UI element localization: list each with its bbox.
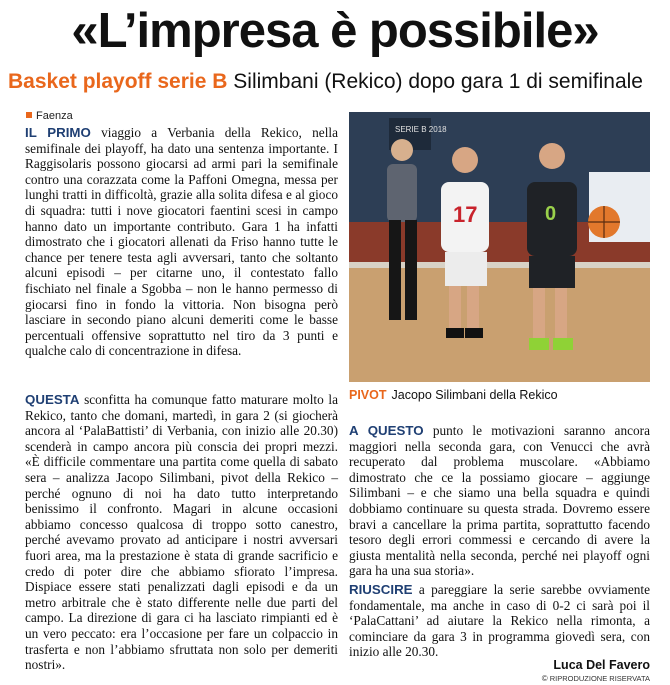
paragraph-2: [25, 392, 338, 673]
photo-caption: [349, 388, 650, 403]
caption-text: Jacopo Silimbani della Rekico: [391, 388, 558, 402]
byline: Luca Del Favero: [553, 658, 650, 672]
paragraph-lead: RIUSCIRE: [349, 582, 413, 597]
player-number-0: 0: [545, 203, 557, 225]
paragraph-text: sconfitta ha comunque fatto maturare molto la Rekico, tanto che domani, martedì, in gara 2 (si giocherà ancora al ‘PalaBattisti’ di Verbania, con inizio alle 20.30) scenderà in campo ancora più conscia dei propri mezzi. «È difficile commentare una partita come quella di sabato sera – analizza Jacopo Silimbani, pivot della Rekico – perché ognuno di noi ha dato tutto interpretando benissimo il confronto. Magari in alcune occasioni abbiamo concesso qualcosa di troppo sotto canestro, perché avevamo provato ad anticipare i nostri avversari fuori area, ma la prestazione è stata di grande sacrificio e credo di poter dire che abbiamo sfiorato l’impresa. Dispiace essere stati penalizzati dagli episodi e da un metro arbitrale che è stato differente nelle due parti del campo. La direzione di gara ci ha lasciato rimpianti ed è un vero peccato: era l’occasione per fare un colpaccio in trasferta e non l’abbiamo sfruttata non solo per demeriti nostri».: [25, 392, 338, 673]
photo-banner: SERIE B 2018: [395, 125, 447, 134]
dateline-square-icon: [26, 112, 32, 118]
article-column-1b: [25, 392, 338, 673]
paragraph-text: viaggio a Verbania della Rekico, nella semifinale dei playoff, ha dato una sentenza importante. I Raggisolaris possono giocarsi ad armi pari la semifinale contro una corazzata come la Paffoni Omegna, messa per lunghi tratti in difficoltà, grazie alla solita difesa e al gioco di squadra: tutti i nove giocatori faentini scesi in campo hanno dato un importante contributo. Gara 1 ha infatti dimostrato che i giocatori allenati da Friso hanno tutte le chance per tenere testa agli avversari, tanto che soltanto alcuni episodi – per citarne uno, il contestato fallo fischiato nel finale a Sgobba – non le hanno permesso di giocarsi fino in fondo la vittoria. Non bisogna però lasciare in secondo piano alcuni demeriti come le basse percentuali offensive soprattutto nel tiro da 3 punti e qualche calo di concentrazione in difesa.: [25, 125, 339, 359]
paragraph-text: a pareggiare la serie sarebbe ovviamente fondamentale, ma anche in caso di 0-2 ci sarà poi il ‘PalaCattani’ ad aiutare la Rekico nella rimonta, a cominciare da gara 3 in programma giovedì sera, con inizio alle 20.30.: [349, 582, 650, 660]
player-number-17: 17: [453, 202, 478, 227]
article-column-2a: [349, 423, 650, 579]
copyright-icon: ©: [541, 674, 548, 683]
caption-kicker: PIVOT: [349, 388, 387, 402]
paragraph-lead: IL PRIMO: [25, 125, 91, 140]
section-kicker: Basket playoff serie B: [8, 70, 228, 93]
article-column-1a: [25, 125, 338, 359]
headline: «L’impresa è possibile»: [71, 4, 599, 58]
game-photo: [349, 112, 650, 382]
paragraph-1: [25, 125, 338, 359]
paragraph-4: [349, 582, 650, 660]
paragraph-3: [349, 423, 650, 579]
paragraph-text: punto le motivazioni saranno ancora maggiori nella seconda gara, con Venucci che avrà recuperato dal problema muscolare. «Abbiamo dimostrato che ce la possiamo giocare – aggiunge Silimbani – e che siamo una bella squadra e quindi dobbiamo continuare su questa strada. Dovremo essere bravi a cancellare la prima partita, soprattutto facendo tesoro degli errori commessi e cercando di avere la giusta mentalità nella seconda, perché nei playoff ogni gara ha una sua storia».: [349, 423, 650, 579]
rights-notice: [349, 674, 650, 683]
article-column-2b: [349, 582, 650, 660]
dateline-text: Faenza: [36, 110, 73, 122]
subhead: [8, 69, 668, 95]
dateline: [26, 110, 73, 123]
paragraph-lead: QUESTA: [25, 392, 80, 407]
rights-text: RIPRODUZIONE RISERVATA: [549, 674, 650, 683]
basketball-players-image: [349, 112, 650, 382]
paragraph-lead: A QUESTO: [349, 423, 424, 438]
deck: Silimbani (Rekico) dopo gara 1 di semifinale: [233, 70, 643, 93]
